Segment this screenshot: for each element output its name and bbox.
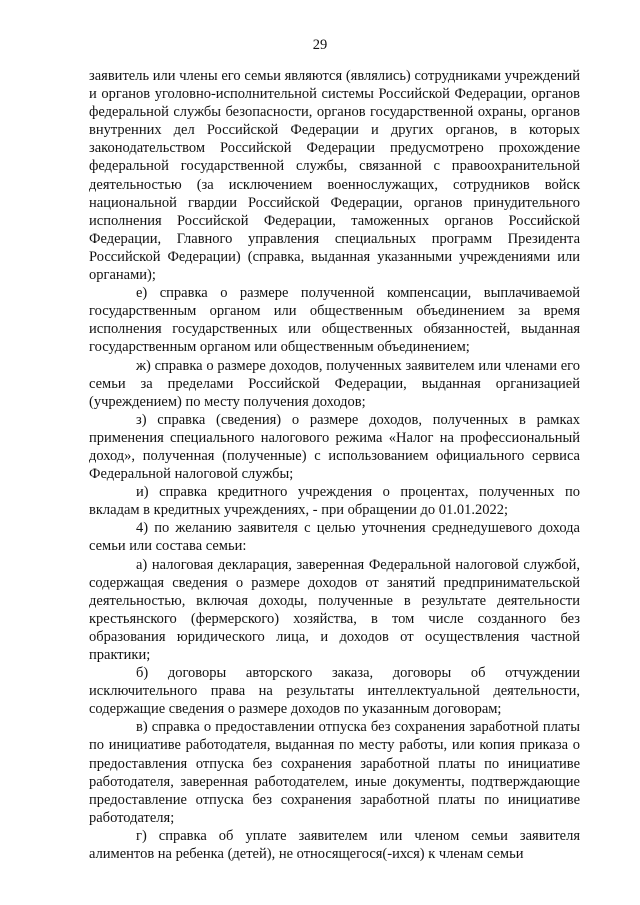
paragraph-item-z: з) справка (сведения) о размере доходов, полученных в рамках применения специального налогового режима «Налог на профессиональный доход», полученная (полученные) с использованием официального сервиса Федеральной налоговой службы; bbox=[89, 411, 580, 483]
page-number: 29 bbox=[312, 37, 328, 53]
paragraph-item-v: в) справка о предоставлении отпуска без сохранения заработной платы по инициативе работодателя, выданная по месту работы, или копия приказа о предоставления отпуска без сохранения заработной платы по инициативе работодателя, заверенная работодателем, иные документы, подтверждающие предоставление отпуска без сохранения заработной платы по инициативе работодателя; bbox=[89, 719, 580, 826]
paragraph-item-e: е) справка о размере полученной компенсации, выплачиваемой государственным органом или общественным объединением за время исполнения государственных или общественных обязанностей, выданная государственным органом или общественным объединением; bbox=[89, 285, 580, 356]
paragraph-continuation: заявитель или члены его семьи являются (являлись) сотрудниками учреждений и органов уголовно-исполнительной системы Российской Федерации, органов федеральной службы безопасности, органов государственной охраны, органов внутренних дел Российской Федерации и других органов, в которых законодательством Российской Федерации предусмотрено прохождение федеральной государственной службы, связанной с правоохранительной деятельностью (за исключением военнослужащих, сотрудников войск национальной гвардии Российской Федерации, органов принудительного исполнения Российской Федерации, таможенных органов Российской Федерации, Главного управления специальных программ Президента Российской Федерации) (справка, выданная указанными учреждениями или органами); bbox=[89, 68, 580, 284]
paragraph-item-g: г) справка об уплате заявителем или членом семьи заявителя алиментов на ребенка (детей), не относящегося(-ихся) к членам семьи bbox=[89, 827, 580, 863]
paragraph-item-zh: ж) справка о размере доходов, полученных заявителем или членами его семьи за пределами Российской Федерации, выданная организацией (учреждением) по месту получения доходов; bbox=[89, 357, 580, 410]
paragraph-item-b: б) договоры авторского заказа, договоры об отчуждении исключительного права на результаты интеллектуальной деятельности, содержащие сведения о размере доходов по указанным договорам; bbox=[89, 665, 580, 718]
paragraph-item-i: и) справка кредитного учреждения о процентах, полученных по вкладам в кредитных учреждениях, - при обращении до 01.01.2022; bbox=[89, 484, 580, 519]
document-body bbox=[89, 67, 580, 863]
paragraph-item-a: а) налоговая декларация, заверенная Федеральной налоговой службой, содержащая сведения о размере доходов от занятий предпринимательской деятельностью, включая доходы, полученные в результате деятельности крестьянского (фермерского) хозяйства, в том числе созданного без образования юридического лица, и доходов от осуществления частной практики; bbox=[89, 556, 580, 663]
paragraph-item-4: 4) по желанию заявителя с целью уточнения среднедушевого дохода семьи или состава семьи: bbox=[89, 520, 580, 555]
